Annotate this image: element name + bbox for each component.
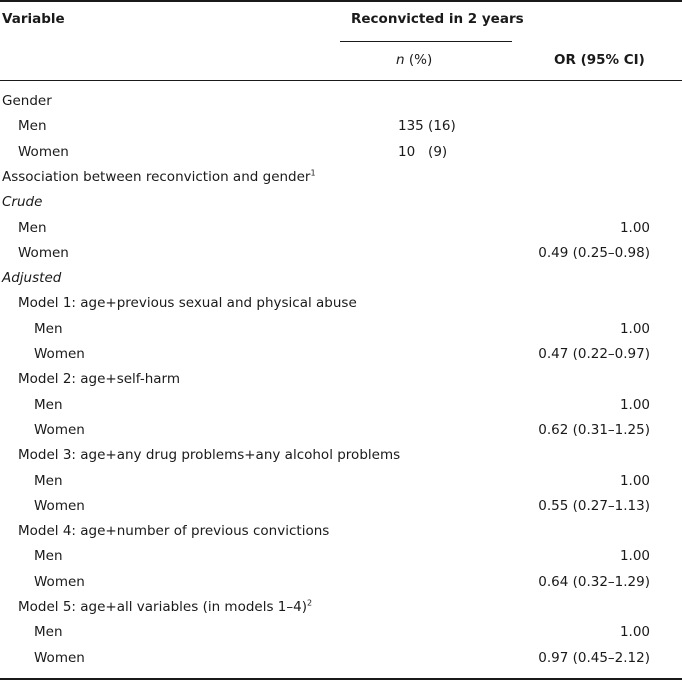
table-row <box>0 317 682 342</box>
cell-n-percent: 10 (9) <box>398 143 448 160</box>
header-span-rule <box>340 41 512 42</box>
table-row <box>0 114 682 139</box>
header-reconvicted: Reconvicted in 2 years <box>351 11 524 27</box>
cell-odds-ratio: 1.00 <box>619 320 650 337</box>
table-row <box>0 646 682 671</box>
table-row <box>0 544 682 569</box>
table-row <box>0 469 682 494</box>
header-n-percent <box>396 52 432 68</box>
row-label <box>18 523 329 539</box>
row-label-text: Women <box>34 649 85 666</box>
table-row <box>0 570 682 595</box>
cell-odds-ratio: 1.00 <box>619 624 650 641</box>
row-label-text: Model 2: age+self-harm <box>18 371 180 388</box>
table-row <box>0 140 682 165</box>
row-label-text: Model 4: age+number of previous convictions <box>18 523 330 540</box>
row-label-text: Men <box>34 472 63 489</box>
row-label <box>18 245 69 261</box>
table-bottom-rule <box>0 678 682 680</box>
row-label-text: Crude <box>2 194 43 211</box>
row-label-text: Women <box>18 143 69 160</box>
table-row <box>0 165 682 190</box>
row-label <box>18 295 357 311</box>
table-row <box>0 418 682 443</box>
row-label <box>34 650 85 666</box>
row-label-text: Model 1: age+previous sexual and physical abuse <box>18 295 357 312</box>
row-label <box>18 447 400 463</box>
row-label-text: Women <box>18 244 69 261</box>
row-label <box>34 574 85 590</box>
row-label <box>34 624 63 640</box>
table-row <box>0 595 682 620</box>
row-label-text: Men <box>18 118 47 135</box>
cell-odds-ratio: 0.97 (0.45–2.12) <box>538 649 650 666</box>
row-label <box>18 599 312 615</box>
table-row <box>0 367 682 392</box>
row-label <box>34 397 63 413</box>
row-label <box>34 321 63 337</box>
footnote-marker: 1 <box>310 168 316 178</box>
table-row <box>0 443 682 468</box>
row-label-text: Gender <box>2 93 52 109</box>
table-row <box>0 190 682 215</box>
row-label <box>2 194 42 210</box>
row-label-text: Association between reconviction and gender <box>2 168 311 185</box>
row-label <box>34 473 63 489</box>
table-row <box>0 519 682 544</box>
row-label-text: Women <box>34 346 85 362</box>
footnote-marker: 2 <box>306 598 313 608</box>
row-label <box>34 498 85 514</box>
row-label-text: Men <box>18 219 47 236</box>
table-row <box>0 291 682 316</box>
table-row <box>0 620 682 645</box>
row-label-text: Men <box>34 396 63 413</box>
row-label-text: Women <box>34 573 85 590</box>
table-row <box>0 342 682 367</box>
row-label-text: Women <box>34 421 85 438</box>
row-label <box>2 93 52 109</box>
row-label-text: Model 3: age+any drug problems+any alcohol problems <box>18 447 401 464</box>
cell-n-percent: 135 (16) <box>398 118 456 135</box>
row-label-text: Men <box>34 320 63 337</box>
row-label <box>34 346 85 362</box>
cell-odds-ratio: 1.00 <box>619 396 650 413</box>
row-label-text: Adjusted <box>2 270 62 287</box>
header-n-italic: n <box>396 52 405 68</box>
table-row <box>0 393 682 418</box>
table-row <box>0 241 682 266</box>
cell-odds-ratio: 0.49 (0.25–0.98) <box>538 244 650 261</box>
row-label-text: Model 5: age+all variables (in models 1–4) <box>18 599 307 615</box>
table-top-rule <box>0 0 682 2</box>
row-label <box>18 118 47 134</box>
row-label <box>2 270 61 286</box>
header-n-suffix: (%) <box>404 52 433 68</box>
table-header-rule <box>0 80 682 81</box>
cell-odds-ratio: 0.62 (0.31–1.25) <box>538 421 650 438</box>
row-label-text: Men <box>34 548 63 565</box>
table-row <box>0 266 682 291</box>
row-label <box>18 220 47 236</box>
header-or-ci: OR (95% CI) <box>554 52 645 68</box>
table-row <box>0 216 682 241</box>
table-row <box>0 494 682 519</box>
row-label-text: Men <box>34 624 63 641</box>
table-row <box>0 89 682 114</box>
row-label <box>18 371 180 387</box>
row-label <box>34 548 63 564</box>
cell-odds-ratio: 0.64 (0.32–1.29) <box>538 573 650 590</box>
cell-odds-ratio: 1.00 <box>619 548 650 565</box>
row-label-text: Women <box>34 497 85 514</box>
row-label <box>2 169 316 185</box>
cell-odds-ratio: 1.00 <box>619 472 650 489</box>
cell-odds-ratio: 1.00 <box>619 219 650 236</box>
row-label <box>18 144 69 160</box>
row-label <box>34 422 85 438</box>
header-variable: Variable <box>2 11 65 27</box>
cell-odds-ratio: 0.55 (0.27–1.13) <box>538 497 650 514</box>
cell-odds-ratio: 0.47 (0.22–0.97) <box>538 346 650 362</box>
